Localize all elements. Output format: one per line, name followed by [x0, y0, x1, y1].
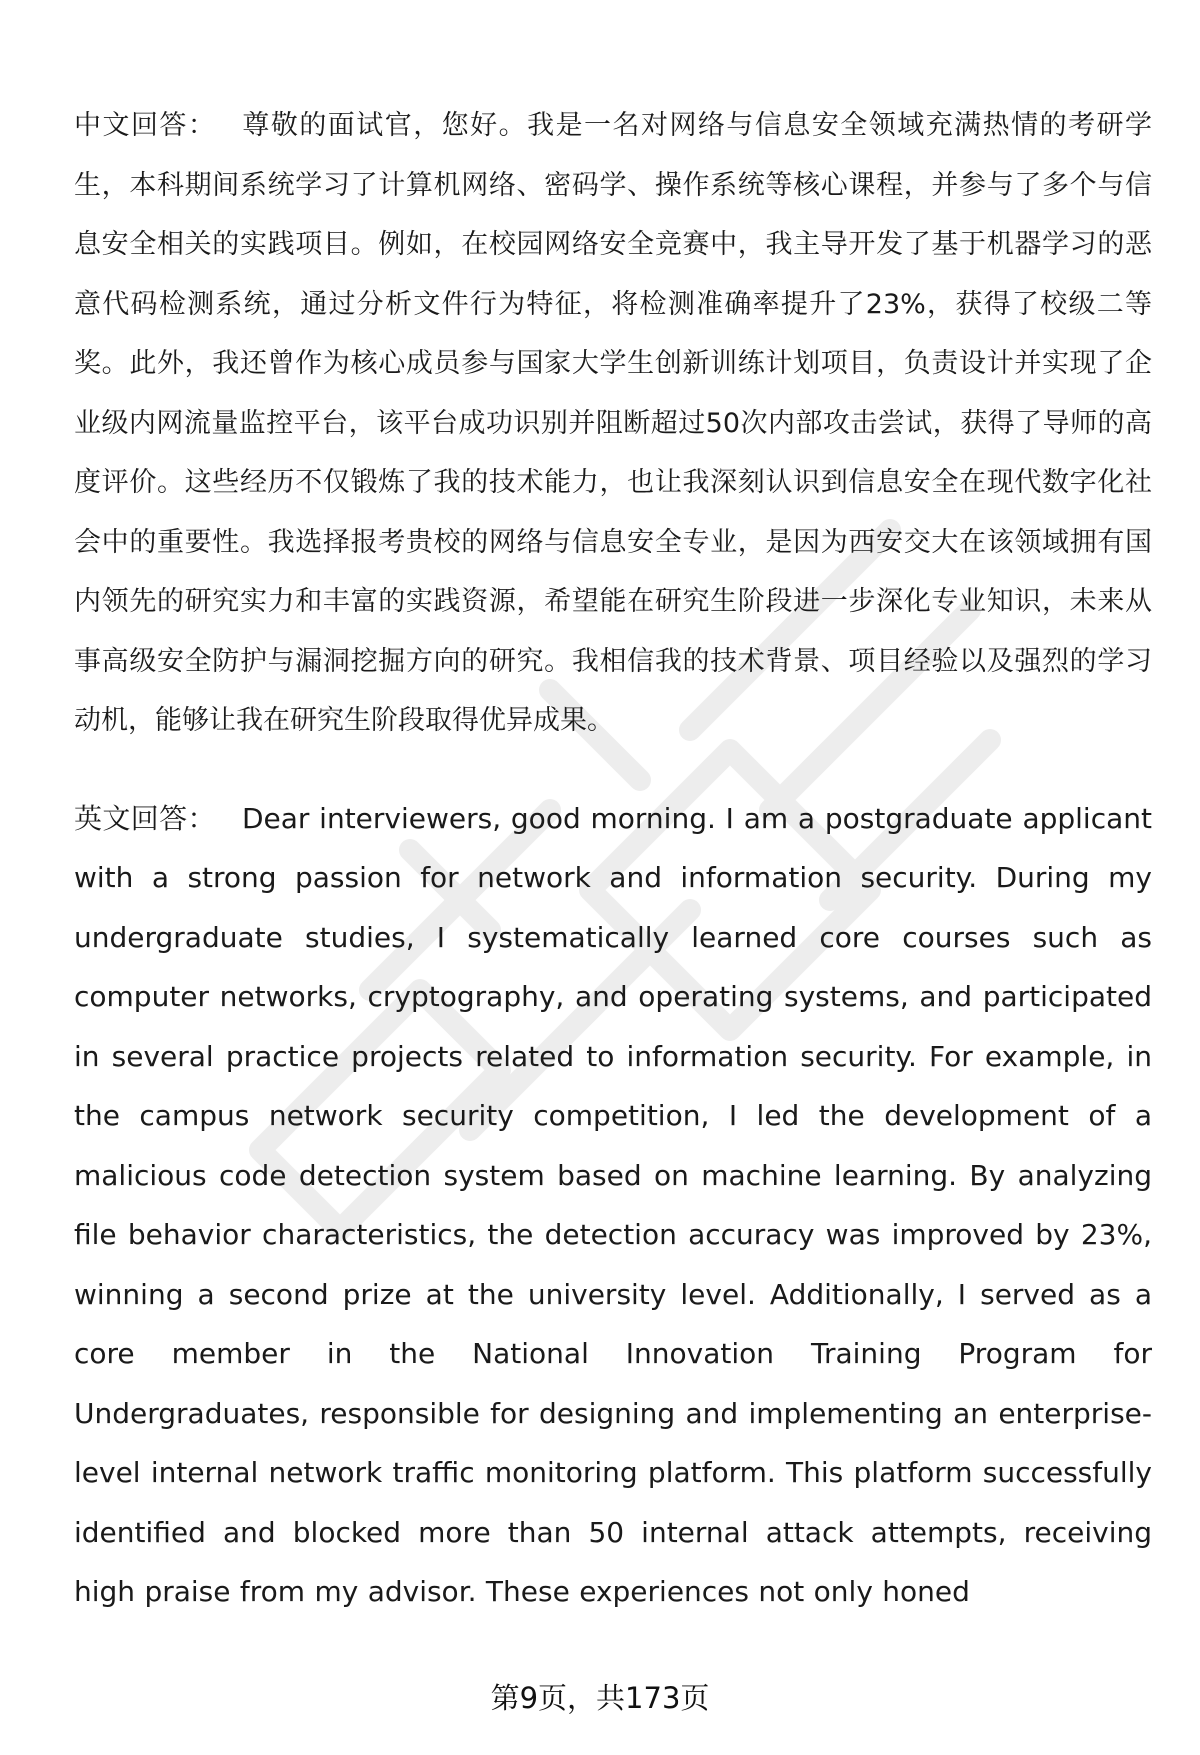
chinese-answer-text: 尊敬的面试官，您好。我是一名对网络与信息安全领域充满热情的考研学生，本科期间系统学习了计算机网络、密码学、操作系统等核心课程，并参与了多个与信息安全相关的实践项目。例如，在校园网络安全竞赛中，我主导开发了基于机器学习的恶意代码检测系统，通过分析文件行为特征，将检测准确率提升了23%，获得了校级二等奖。此外，我还曾作为核心成员参与国家大学生创新训练计划项目，负责设计并实现了企业级内网流量监控平台，该平台成功识别并阻断超过50次内部攻击尝试，获得了导师的高度评价。这些经历不仅锻炼了我的技术能力，也让我深刻认识到信息安全在现代数字化社会中的重要性。我选择报考贵校的网络与信息安全专业，是因为西安交大在该领域拥有国内领先的研究实力和丰富的实践资源，希望能在研究生阶段进一步深化专业知识，未来从事高级安全防护与漏洞挖掘方向的研究。我相信我的技术背景、项目经验以及强烈的学习动机，能够让我在研究生阶段取得优异成果。 [74, 110, 1153, 736]
chinese-answer-label: 中文回答： [74, 110, 217, 141]
document-body [74, 96, 1152, 1622]
english-answer-label: 英文回答： [74, 801, 216, 835]
english-answer-text: Dear interviewers, good morning. I am a postgraduate applicant with a strong passion for network and information security. During my undergraduate studies, I systematically learned core courses such as computer networks, cryptography, and operating systems, and participated in several practice projects related to information security. For example, in the campus network security competition, I led the development of a malicious code detection system based on machine learning. By analyzing file behavior characteristics, the detection accuracy was improved by 23%, winning a second prize at the university level. Additionally, I served as a core member in the National Innovation Training Program for Undergraduates, responsible for designing and implementing an enterprise-level internal network traffic monitoring platform. This platform successfully identified and blocked more than 50 internal attack attempts, receiving high praise from my advisor. These experiences not only honed [74, 801, 1152, 1608]
english-answer-paragraph [74, 789, 1152, 1622]
page-number-footer: 第9页，共173页 [490, 1681, 710, 1715]
chinese-answer-paragraph [74, 96, 1152, 751]
